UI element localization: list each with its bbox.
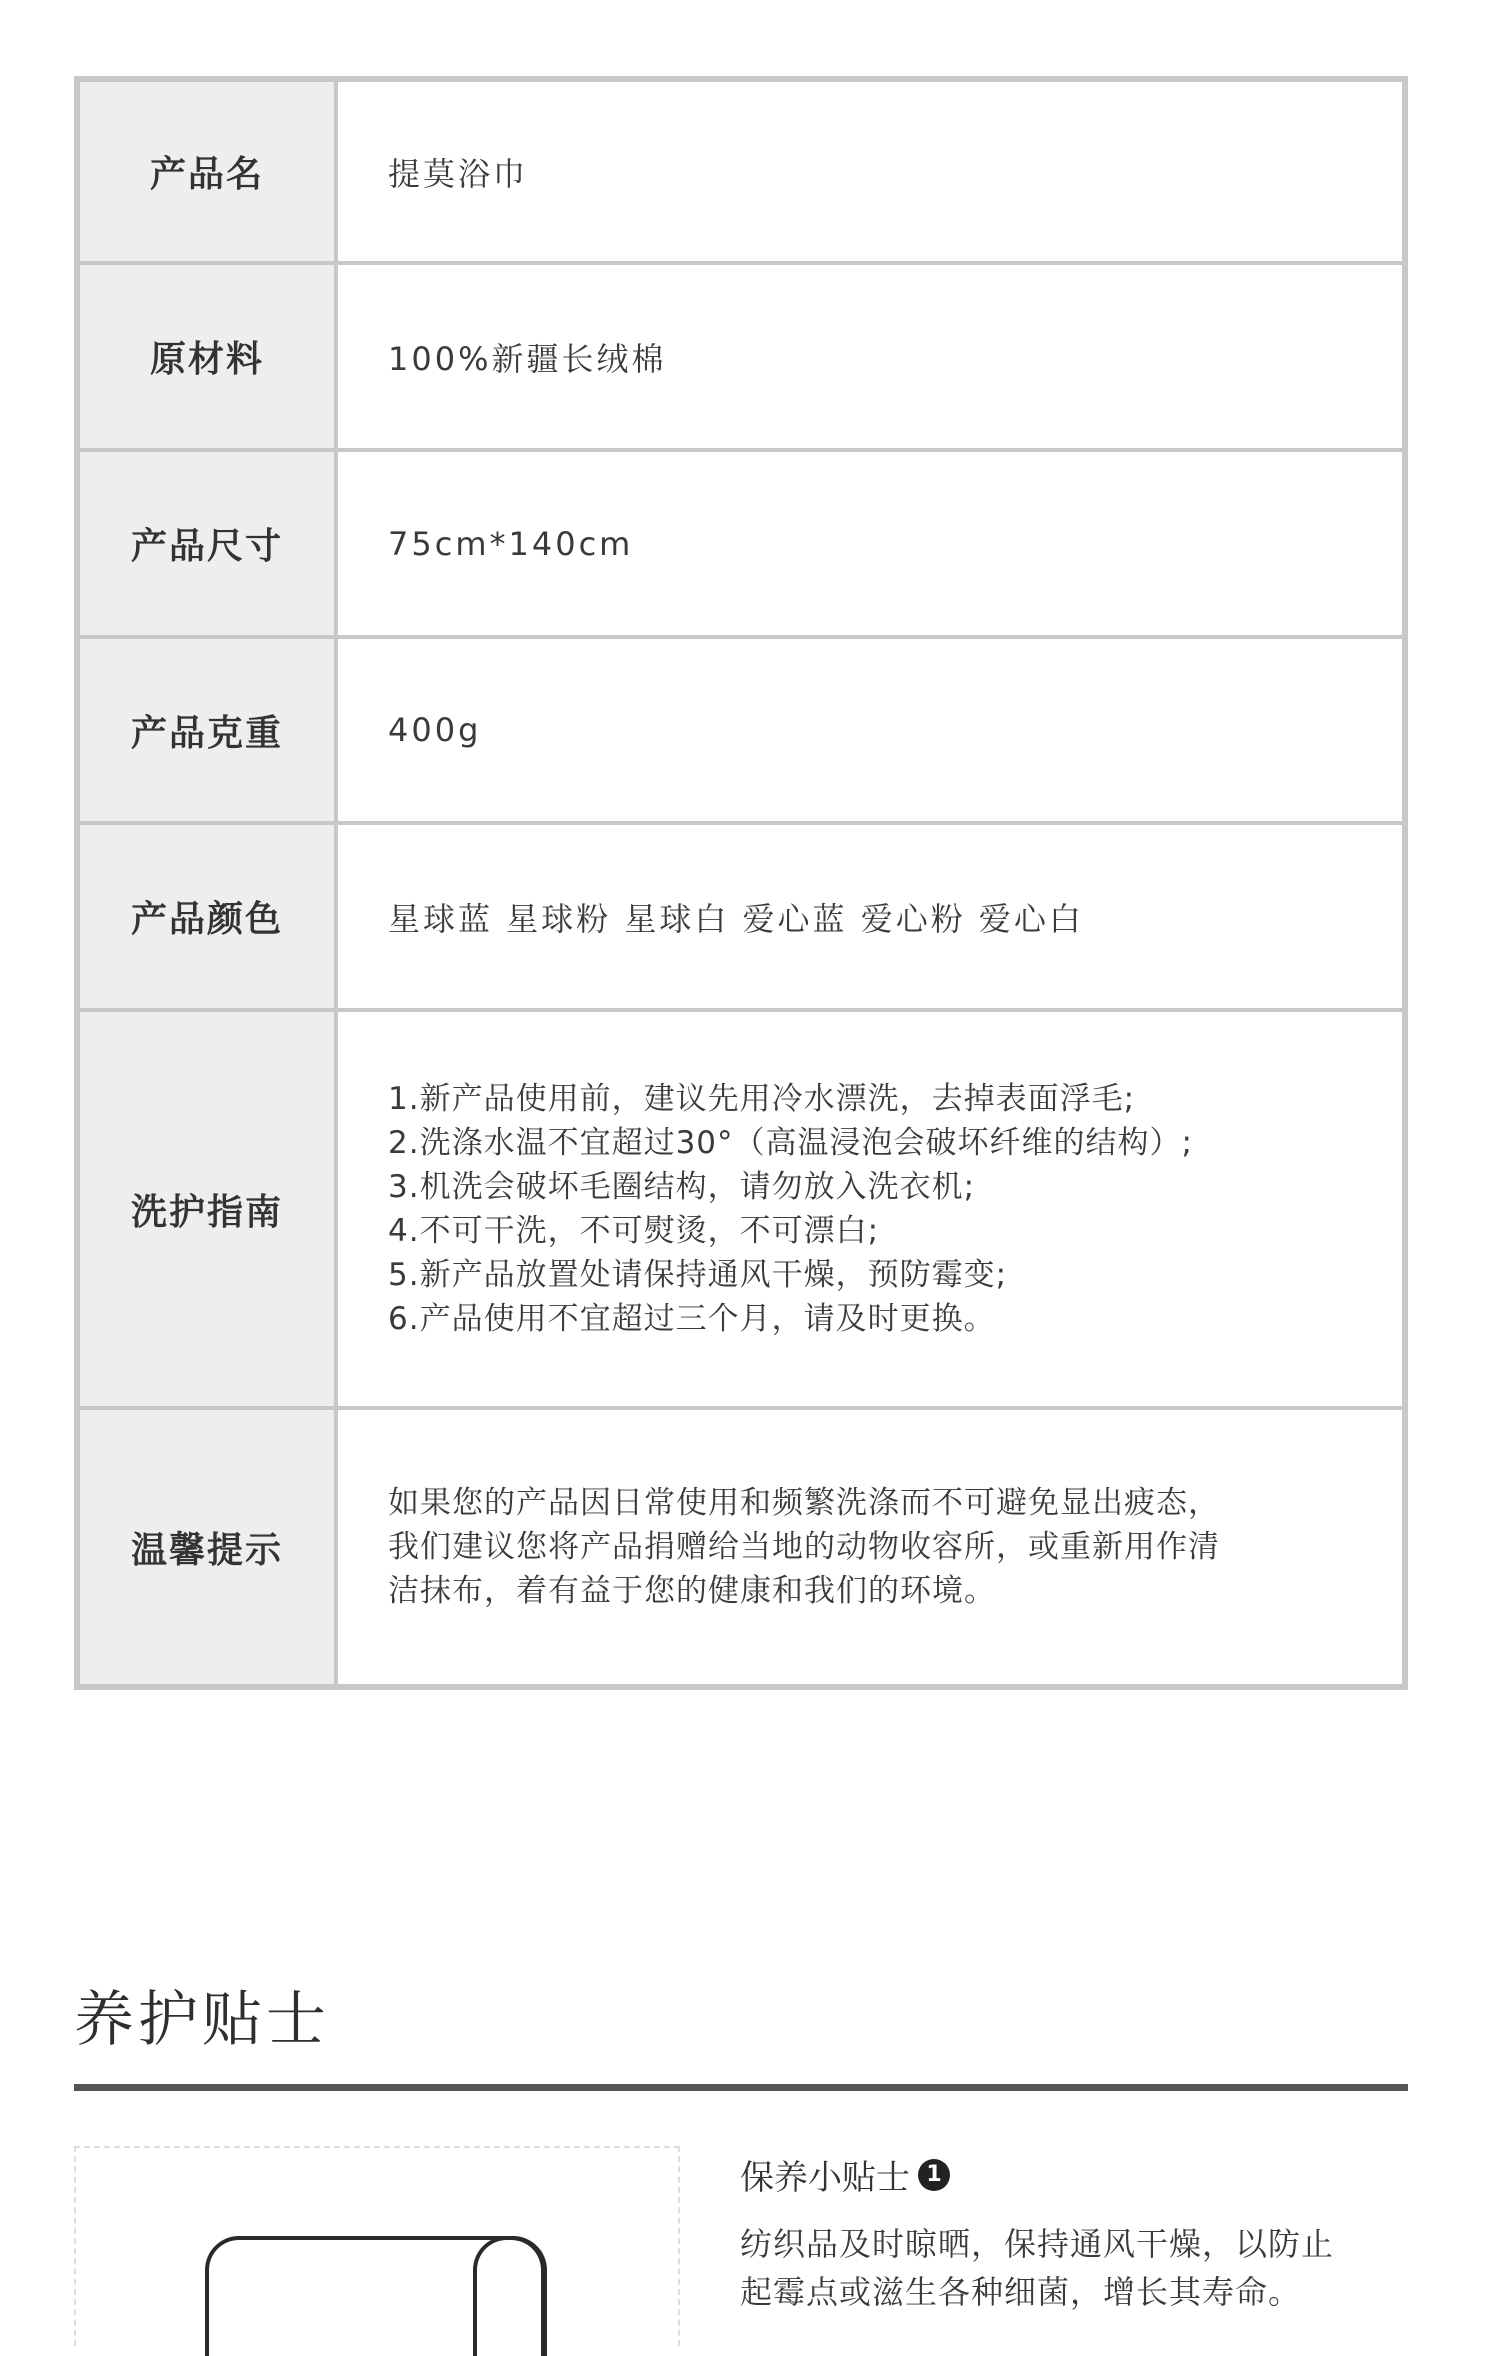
- tip-number-badge: 1: [918, 2159, 950, 2191]
- towel-roll-icon: [473, 2236, 545, 2356]
- spec-label: 原材料: [80, 265, 338, 448]
- care-guide-item: 3.机洗会破坏毛圈结构，请勿放入洗衣机;: [388, 1169, 976, 1205]
- spec-row-material: [80, 265, 1402, 452]
- tip-heading: [740, 2150, 950, 2199]
- tips-line: 如果您的产品因日常使用和频繁洗涤而不可避免显出疲态，: [388, 1485, 1220, 1521]
- spec-label: 洗护指南: [80, 1012, 338, 1406]
- section-divider: [74, 2084, 1408, 2091]
- section-title: 养护贴士: [74, 1985, 330, 2055]
- spec-row-colors: [80, 825, 1402, 1012]
- care-guide-item: 2.洗涤水温不宜超过30°（高温浸泡会破坏纤维的结构）;: [388, 1125, 1193, 1161]
- tips-text: [338, 1410, 1402, 1684]
- spec-row-size: [80, 452, 1402, 639]
- spec-label: 产品颜色: [80, 825, 338, 1008]
- spec-row-weight: [80, 639, 1402, 825]
- spec-value: 星球蓝 星球粉 星球白 爱心蓝 爱心粉 爱心白: [388, 899, 1084, 938]
- spec-label: 产品克重: [80, 639, 338, 821]
- care-guide-item: 1.新产品使用前，建议先用冷水漂洗，去掉表面浮毛;: [388, 1081, 1136, 1117]
- tips-line: 我们建议您将产品捐赠给当地的动物收容所，或重新用作清: [388, 1529, 1220, 1565]
- spec-label: 产品名: [80, 82, 338, 261]
- product-spec-table: [74, 76, 1408, 1690]
- spec-value: 提莫浴巾: [388, 154, 529, 193]
- spec-value: 75cm*140cm: [388, 524, 634, 563]
- spec-row-tips: [80, 1410, 1402, 1684]
- tips-line: 洁抹布，着有益于您的健康和我们的环境。: [388, 1573, 996, 1609]
- tip-line: 起霉点或滋生各种细菌，增长其寿命。: [740, 2273, 1302, 2311]
- spec-value: 400g: [388, 711, 482, 749]
- spec-label: 产品尺寸: [80, 452, 338, 635]
- care-guide-item: 5.新产品放置处请保持通风干燥，预防霉变;: [388, 1257, 1008, 1293]
- care-guide-list: [338, 1012, 1402, 1406]
- spec-label: 温馨提示: [80, 1410, 338, 1684]
- tip-heading-label: 保养小贴士: [740, 2158, 910, 2198]
- care-guide-item: 6.产品使用不宜超过三个月，请及时更换。: [388, 1301, 996, 1337]
- spec-row-care-guide: [80, 1012, 1402, 1410]
- care-guide-item: 4.不可干洗，不可熨烫，不可漂白;: [388, 1213, 880, 1249]
- tip-line: 纺织品及时晾晒，保持通风干燥，以防止: [740, 2225, 1335, 2263]
- spec-row-name: [80, 82, 1402, 265]
- spec-value: 100%新疆长绒棉: [388, 339, 667, 378]
- tip-body: [740, 2220, 1400, 2316]
